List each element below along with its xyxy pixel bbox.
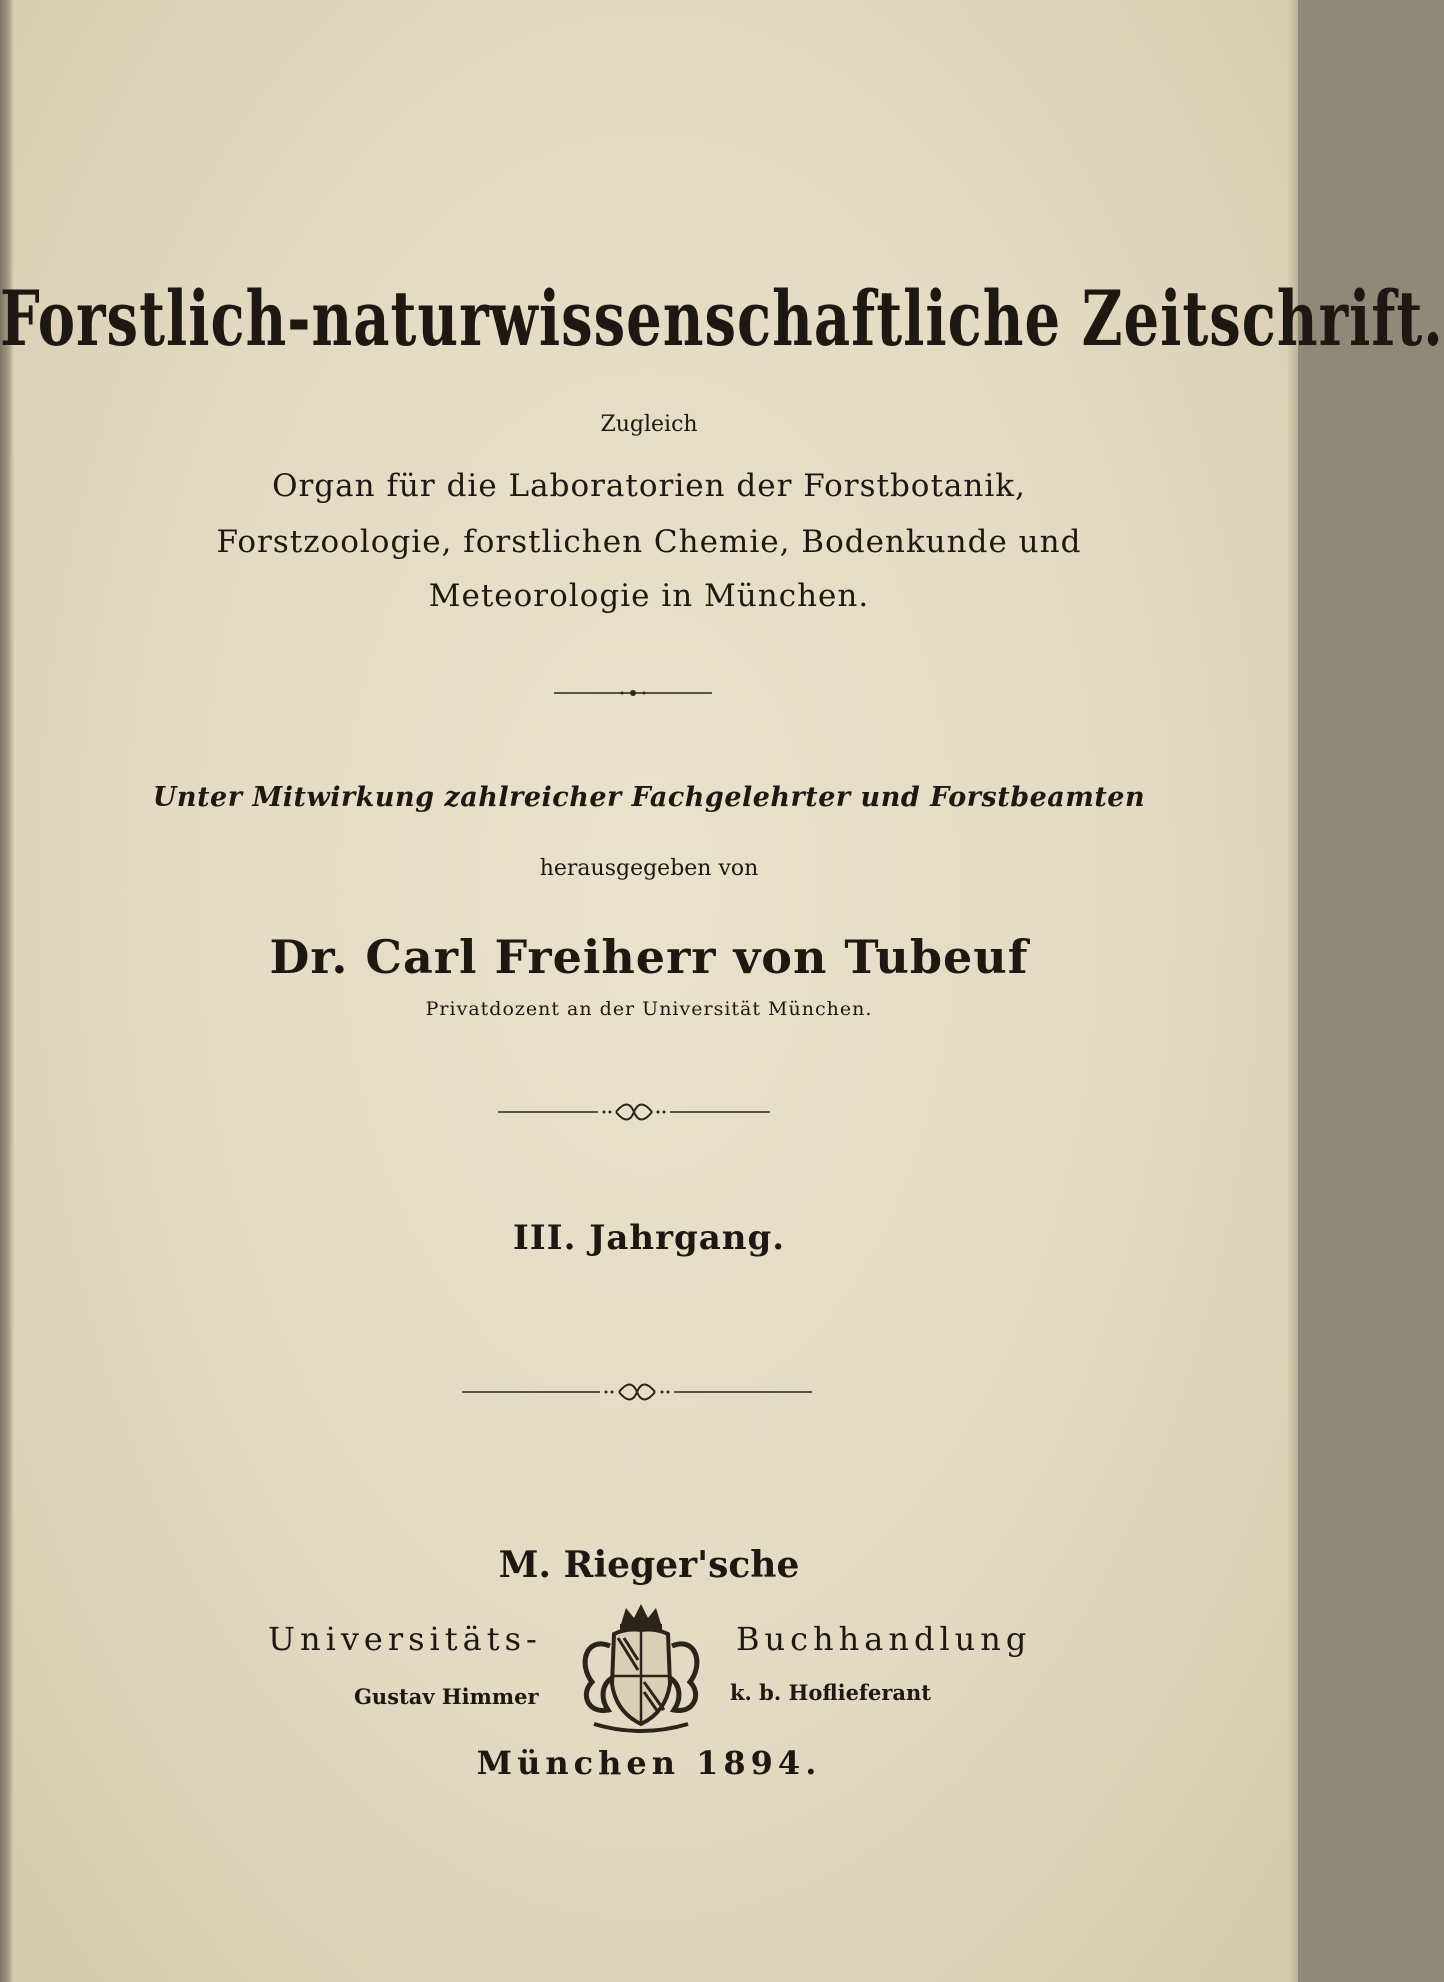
editor-name: Dr. Carl Freiherr von Tubeuf	[269, 930, 1029, 984]
journal-title: Forstlich-naturwissenschaftliche Zeitschrift.	[0, 275, 1444, 365]
subtitle-line-3: Meteorologie in München.	[428, 578, 870, 614]
publisher-right-word: Buchhandlung	[736, 1620, 1032, 1658]
editor-position: Privatdozent an der Universität München.	[425, 998, 873, 1020]
zugleich-label: Zugleich	[600, 412, 698, 437]
subtitle-line-2: Forstzoologie, forstlichen Chemie, Bodenkunde und	[216, 524, 1082, 560]
subtitle-line-1: Organ für die Laboratorien der Forstbotanik,	[272, 468, 1026, 504]
publisher-name: M. Rieger'sche	[498, 1544, 800, 1586]
royal-coat-of-arms-icon	[566, 1598, 716, 1738]
proprietor-name: Gustav Himmer	[354, 1684, 539, 1709]
publisher-left-word: Universitäts-	[268, 1620, 542, 1658]
contributors-line: Unter Mitwirkung zahlreicher Fachgelehrter und Forstbeamten	[152, 782, 1146, 813]
royal-warrant: k. b. Hoflieferant	[730, 1680, 931, 1705]
ornamental-rule-1	[554, 686, 712, 700]
ornamental-rule-2	[498, 1100, 770, 1124]
ornamental-rule-3	[462, 1380, 812, 1404]
place-and-year: München 1894.	[476, 1744, 822, 1782]
volume-label: III. Jahrgang.	[512, 1218, 786, 1258]
edited-by-label: herausgegeben von	[539, 856, 759, 881]
